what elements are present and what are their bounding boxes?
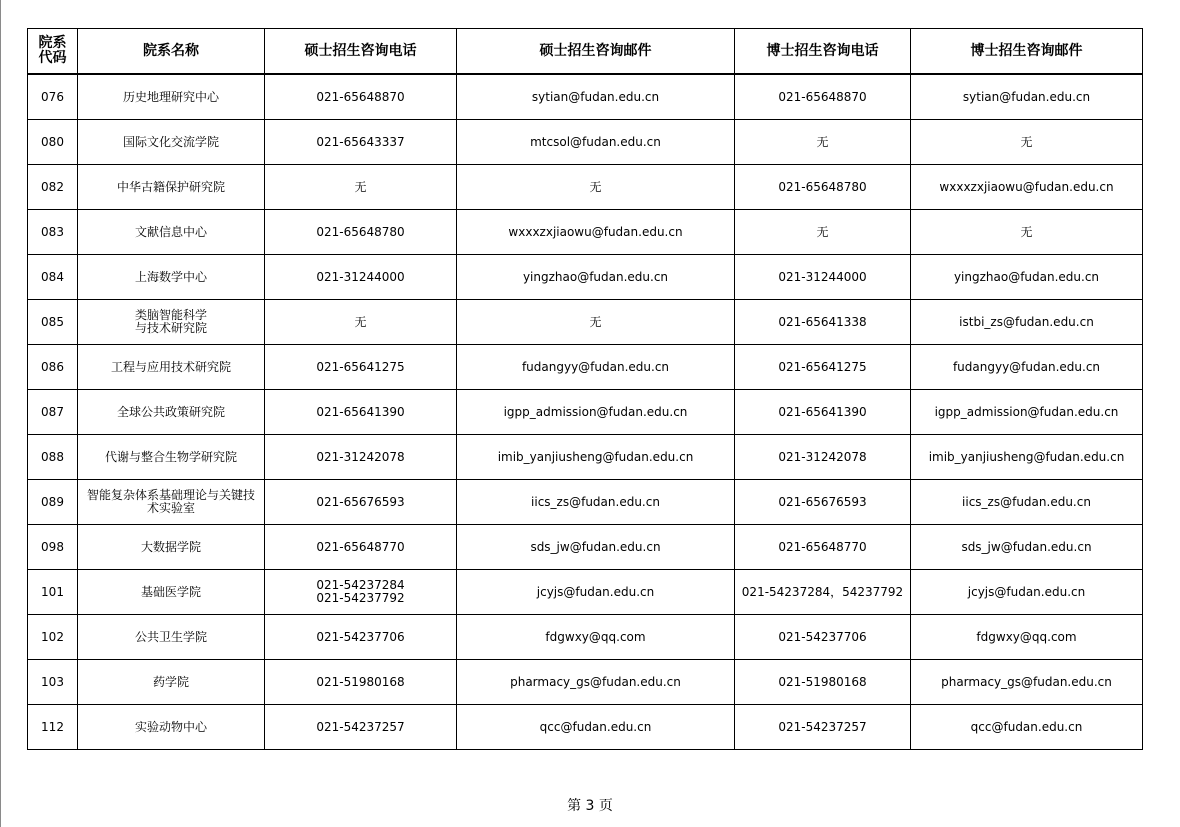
phd-phone-cell: 021-54237706 [735, 615, 911, 660]
master-phone-cell: 021-54237257 [265, 705, 457, 750]
dept-name-cell: 工程与应用技术研究院 [78, 345, 265, 390]
master-email-cell: imib_yanjiusheng@fudan.edu.cn [457, 435, 735, 480]
master-phone-cell: 021-31242078 [265, 435, 457, 480]
phd-email-cell: imib_yanjiusheng@fudan.edu.cn [911, 435, 1143, 480]
dept-code-cell: 084 [28, 255, 78, 300]
master-email-cell: fudangyy@fudan.edu.cn [457, 345, 735, 390]
master-phone-cell: 021-65648870 [265, 74, 457, 120]
master-phone-cell: 021-65641275 [265, 345, 457, 390]
dept-code-cell: 089 [28, 480, 78, 525]
master-phone-cell: 021-65648770 [265, 525, 457, 570]
master-phone-cell: 021-31244000 [265, 255, 457, 300]
master-phone-cell: 无 [265, 165, 457, 210]
master-email-cell: 无 [457, 165, 735, 210]
table-row [28, 705, 1143, 750]
dept-code-cell: 082 [28, 165, 78, 210]
master-email-cell: mtcsol@fudan.edu.cn [457, 120, 735, 165]
phd-phone-cell: 无 [735, 210, 911, 255]
dept-name-cell: 代谢与整合生物学研究院 [78, 435, 265, 480]
master-phone-cell: 021-65676593 [265, 480, 457, 525]
table-row [28, 615, 1143, 660]
table-row [28, 300, 1143, 345]
master-email-cell: sytian@fudan.edu.cn [457, 74, 735, 120]
dept-code-cell: 101 [28, 570, 78, 615]
dept-name-cell: 智能复杂体系基础理论与关键技 术实验室 [78, 480, 265, 525]
phd-phone-cell: 021-65676593 [735, 480, 911, 525]
master-phone-cell: 021-65648780 [265, 210, 457, 255]
master-email-cell: iics_zs@fudan.edu.cn [457, 480, 735, 525]
phd-email-cell: iics_zs@fudan.edu.cn [911, 480, 1143, 525]
master-phone-cell: 无 [265, 300, 457, 345]
phd-phone-cell: 021-65648780 [735, 165, 911, 210]
phd-phone-cell: 021-65648870 [735, 74, 911, 120]
header-phd-email: 博士招生咨询邮件 [911, 29, 1143, 75]
table-row [28, 165, 1143, 210]
dept-name-cell: 文献信息中心 [78, 210, 265, 255]
phd-phone-cell: 021-51980168 [735, 660, 911, 705]
master-phone-cell: 021-54237706 [265, 615, 457, 660]
header-row [28, 29, 1143, 75]
master-email-cell: igpp_admission@fudan.edu.cn [457, 390, 735, 435]
master-phone-cell: 021-51980168 [265, 660, 457, 705]
master-phone-cell: 021-65643337 [265, 120, 457, 165]
table-row [28, 345, 1143, 390]
dept-code-cell: 102 [28, 615, 78, 660]
header-phd-phone: 博士招生咨询电话 [735, 29, 911, 75]
master-email-cell: 无 [457, 300, 735, 345]
phd-email-cell: yingzhao@fudan.edu.cn [911, 255, 1143, 300]
page-number: 第 3 页 [567, 798, 613, 814]
admissions-contact-table [27, 28, 1143, 750]
dept-name-cell: 公共卫生学院 [78, 615, 265, 660]
dept-code-cell: 086 [28, 345, 78, 390]
phd-phone-cell: 021-65641390 [735, 390, 911, 435]
header-dept-code: 院系 代码 [28, 29, 78, 75]
phd-email-cell: sytian@fudan.edu.cn [911, 74, 1143, 120]
dept-code-cell: 103 [28, 660, 78, 705]
phd-phone-cell: 021-31244000 [735, 255, 911, 300]
table-row [28, 525, 1143, 570]
dept-code-cell: 080 [28, 120, 78, 165]
table-row [28, 210, 1143, 255]
dept-name-cell: 全球公共政策研究院 [78, 390, 265, 435]
phd-phone-cell: 021-65641338 [735, 300, 911, 345]
phd-email-cell: qcc@fudan.edu.cn [911, 705, 1143, 750]
table-body [28, 74, 1143, 750]
dept-name-cell: 类脑智能科学 与技术研究院 [78, 300, 265, 345]
phd-email-cell: igpp_admission@fudan.edu.cn [911, 390, 1143, 435]
dept-name-cell: 实验动物中心 [78, 705, 265, 750]
phd-email-cell: sds_jw@fudan.edu.cn [911, 525, 1143, 570]
table-row [28, 74, 1143, 120]
dept-code-cell: 085 [28, 300, 78, 345]
phd-email-cell: 无 [911, 210, 1143, 255]
phd-email-cell: 无 [911, 120, 1143, 165]
dept-name-cell: 基础医学院 [78, 570, 265, 615]
master-email-cell: sds_jw@fudan.edu.cn [457, 525, 735, 570]
master-phone-cell: 021-65641390 [265, 390, 457, 435]
dept-code-cell: 087 [28, 390, 78, 435]
dept-name-cell: 中华古籍保护研究院 [78, 165, 265, 210]
phd-email-cell: jcyjs@fudan.edu.cn [911, 570, 1143, 615]
phd-phone-cell: 021-54237284，54237792 [735, 570, 911, 615]
phd-phone-cell: 021-31242078 [735, 435, 911, 480]
dept-name-cell: 药学院 [78, 660, 265, 705]
master-email-cell: fdgwxy@qq.com [457, 615, 735, 660]
dept-name-cell: 上海数学中心 [78, 255, 265, 300]
master-email-cell: jcyjs@fudan.edu.cn [457, 570, 735, 615]
phd-email-cell: istbi_zs@fudan.edu.cn [911, 300, 1143, 345]
table-row [28, 570, 1143, 615]
table-row [28, 255, 1143, 300]
dept-name-cell: 国际文化交流学院 [78, 120, 265, 165]
phd-email-cell: wxxxzxjiaowu@fudan.edu.cn [911, 165, 1143, 210]
header-master-phone: 硕士招生咨询电话 [265, 29, 457, 75]
table-row [28, 120, 1143, 165]
table-row [28, 480, 1143, 525]
header-dept-name: 院系名称 [78, 29, 265, 75]
dept-code-cell: 076 [28, 74, 78, 120]
dept-code-cell: 083 [28, 210, 78, 255]
dept-code-cell: 088 [28, 435, 78, 480]
phd-phone-cell: 021-65641275 [735, 345, 911, 390]
page-left-edge [0, 0, 1, 827]
dept-code-cell: 098 [28, 525, 78, 570]
phd-email-cell: fudangyy@fudan.edu.cn [911, 345, 1143, 390]
master-email-cell: wxxxzxjiaowu@fudan.edu.cn [457, 210, 735, 255]
phd-email-cell: fdgwxy@qq.com [911, 615, 1143, 660]
phd-email-cell: pharmacy_gs@fudan.edu.cn [911, 660, 1143, 705]
phd-phone-cell: 021-65648770 [735, 525, 911, 570]
table-row [28, 435, 1143, 480]
dept-name-cell: 大数据学院 [78, 525, 265, 570]
table-row [28, 390, 1143, 435]
header-master-email: 硕士招生咨询邮件 [457, 29, 735, 75]
master-email-cell: pharmacy_gs@fudan.edu.cn [457, 660, 735, 705]
phd-phone-cell: 021-54237257 [735, 705, 911, 750]
master-email-cell: qcc@fudan.edu.cn [457, 705, 735, 750]
master-email-cell: yingzhao@fudan.edu.cn [457, 255, 735, 300]
table-row [28, 660, 1143, 705]
phd-phone-cell: 无 [735, 120, 911, 165]
table-header [28, 29, 1143, 75]
dept-code-cell: 112 [28, 705, 78, 750]
master-phone-cell: 021-54237284 021-54237792 [265, 570, 457, 615]
dept-name-cell: 历史地理研究中心 [78, 74, 265, 120]
